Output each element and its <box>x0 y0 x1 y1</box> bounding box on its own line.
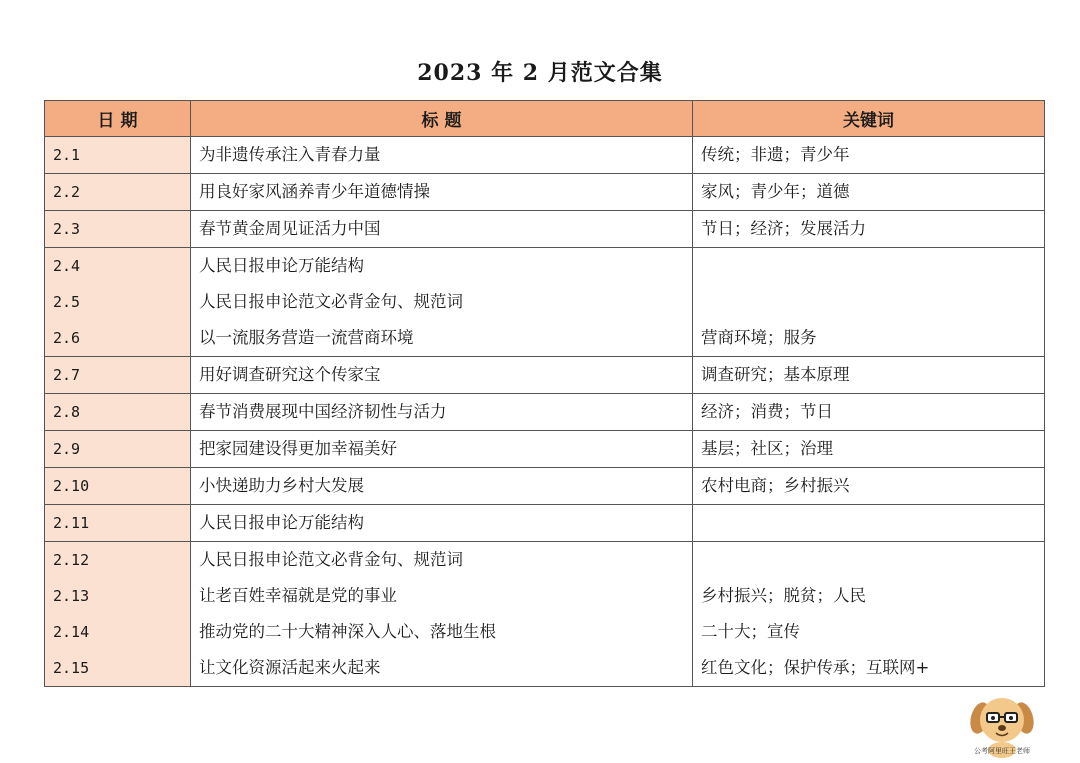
keywords-cell <box>693 542 1045 687</box>
table-row <box>45 248 1045 357</box>
essay-keywords: 二十大；宣传 <box>701 622 800 641</box>
essay-keywords: 基层；社区；治理 <box>701 439 833 458</box>
date-value: 2.13 <box>53 587 90 605</box>
table-row <box>45 137 1045 174</box>
date-cell <box>45 248 191 357</box>
title-cell <box>191 431 693 468</box>
essay-title: 推动党的二十大精神深入人心、落地生根 <box>199 622 496 641</box>
essay-title: 以一流服务营造一流营商环境 <box>199 328 414 347</box>
date-value: 2.6 <box>53 329 81 347</box>
essay-keywords: 节日；经济；发展活力 <box>701 219 866 238</box>
essay-keywords: 乡村振兴；脱贫；人民 <box>701 586 866 605</box>
table-row <box>45 357 1045 394</box>
essay-title: 把家园建设得更加幸福美好 <box>199 439 397 458</box>
date-value: 2.7 <box>53 366 81 384</box>
date-value: 2.8 <box>53 403 81 421</box>
essay-title: 春节消费展现中国经济韧性与活力 <box>199 402 447 421</box>
essay-title: 人民日报申论范文必背金句、规范词 <box>199 292 463 311</box>
essay-keywords: 经济；消费；节日 <box>701 402 833 421</box>
keywords-cell <box>693 248 1045 357</box>
watermark-caption: 公考阿里旺王老师 <box>974 747 1030 755</box>
table-row <box>45 211 1045 248</box>
keywords-cell <box>693 505 1045 542</box>
header-date: 日 期 <box>45 101 191 137</box>
essay-title: 人民日报申论万能结构 <box>199 513 364 532</box>
date-value: 2.5 <box>53 293 81 311</box>
table-row <box>45 468 1045 505</box>
date-value: 2.2 <box>53 183 81 201</box>
essay-title: 小快递助力乡村大发展 <box>199 476 364 495</box>
essay-title: 春节黄金周见证活力中国 <box>199 219 381 238</box>
title-cell <box>191 542 693 687</box>
date-cell <box>45 505 191 542</box>
keywords-cell <box>693 431 1045 468</box>
header-keywords: 关键词 <box>693 101 1045 137</box>
header-title: 标 题 <box>191 101 693 137</box>
title-cell <box>191 137 693 174</box>
essay-keywords <box>701 542 1036 578</box>
essay-keywords <box>701 505 1036 541</box>
date-cell <box>45 542 191 687</box>
title-cell <box>191 248 693 357</box>
essay-table <box>44 100 1045 687</box>
table-row <box>45 542 1045 687</box>
essay-title: 用好调查研究这个传家宝 <box>199 365 381 384</box>
date-cell <box>45 394 191 431</box>
keywords-cell <box>693 468 1045 505</box>
essay-title: 人民日报申论范文必背金句、规范词 <box>199 550 463 569</box>
essay-keywords: 传统；非遗；青少年 <box>701 145 850 164</box>
date-value: 2.4 <box>53 257 81 275</box>
title-cell <box>191 394 693 431</box>
table-row <box>45 394 1045 431</box>
date-value: 2.11 <box>53 514 90 532</box>
date-cell <box>45 137 191 174</box>
keywords-cell <box>693 211 1045 248</box>
essay-keywords: 红色文化；保护传承；互联网+ <box>701 658 930 677</box>
table-row <box>45 505 1045 542</box>
date-cell <box>45 211 191 248</box>
title-cell <box>191 505 693 542</box>
date-value: 2.12 <box>53 551 90 569</box>
essay-title: 让文化资源活起来火起来 <box>199 658 381 677</box>
essay-keywords: 农村电商；乡村振兴 <box>701 476 850 495</box>
title-cell <box>191 211 693 248</box>
date-cell <box>45 468 191 505</box>
keywords-cell <box>693 394 1045 431</box>
title-cell <box>191 174 693 211</box>
table-row <box>45 174 1045 211</box>
keywords-cell <box>693 357 1045 394</box>
date-value: 2.3 <box>53 220 81 238</box>
table-header-row <box>45 101 1045 137</box>
keywords-cell <box>693 137 1045 174</box>
essay-title: 让老百姓幸福就是党的事业 <box>199 586 397 605</box>
essay-keywords <box>701 284 1036 320</box>
essay-title: 人民日报申论万能结构 <box>199 256 364 275</box>
date-value: 2.14 <box>53 623 90 641</box>
essay-title: 为非遗传承注入青春力量 <box>199 145 381 164</box>
essay-keywords: 营商环境；服务 <box>701 328 817 347</box>
date-value: 2.10 <box>53 477 90 495</box>
date-cell <box>45 357 191 394</box>
date-value: 2.9 <box>53 440 81 458</box>
keywords-cell <box>693 174 1045 211</box>
date-cell <box>45 431 191 468</box>
essay-keywords <box>701 248 1036 284</box>
essay-title: 用良好家风涵养青少年道德情操 <box>199 182 430 201</box>
essay-keywords: 调查研究；基本原理 <box>701 365 850 384</box>
essay-keywords: 家风；青少年；道德 <box>701 182 850 201</box>
page-title: 2023 年 2 月范文合集 <box>417 60 663 86</box>
date-cell <box>45 174 191 211</box>
date-value: 2.15 <box>53 659 90 677</box>
table-row <box>45 431 1045 468</box>
date-value: 2.1 <box>53 146 81 164</box>
title-cell <box>191 357 693 394</box>
title-cell <box>191 468 693 505</box>
